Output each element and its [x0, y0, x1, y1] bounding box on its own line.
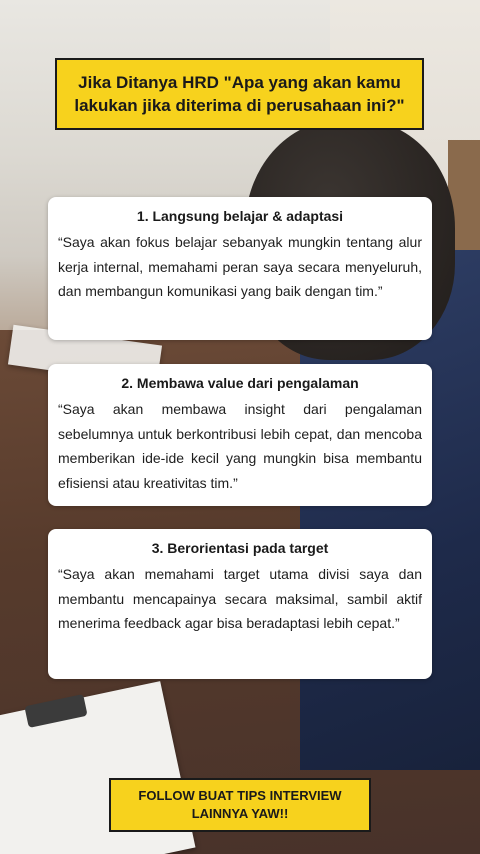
tip-body: “Saya akan memahami target utama divisi saya dan membantu mencapainya secara maksimal, sambil aktif menerima feedback agar bisa beradaptasi lebih cepat.”	[58, 566, 422, 631]
follow-cta-banner	[109, 778, 371, 832]
tip-card	[48, 364, 432, 506]
tip-body: “Saya akan membawa insight dari pengalaman sebelumnya untuk berkontribusi lebih cepat, dan mencoba memberikan ide-ide kecil yang mungkin bisa membantu efisiensi atau kreativitas tim.”	[58, 401, 422, 491]
title-banner	[55, 58, 424, 130]
cta-line-1: FOLLOW BUAT TIPS INTERVIEW	[138, 788, 342, 803]
tip-card	[48, 197, 432, 340]
tip-heading: 1. Langsung belajar & adaptasi	[136, 208, 344, 224]
title-line-1: Jika Ditanya HRD "Apa yang akan kamu	[78, 73, 401, 92]
tip-body: “Saya akan fokus belajar sebanyak mungkin tentang alur kerja internal, memahami peran saya secara menyeluruh, dan membangun komunikasi yang baik dengan tim.”	[58, 234, 422, 299]
cta-line-2: LAINNYA YAW!!	[191, 806, 289, 821]
tip-heading: 2. Membawa value dari pengalaman	[121, 375, 359, 391]
cta-text	[138, 787, 341, 823]
title-line-2: lakukan jika diterima di perusahaan ini?"	[74, 96, 405, 115]
page-title	[74, 71, 404, 117]
tip-card	[48, 529, 432, 679]
tip-heading: 3. Berorientasi pada target	[151, 540, 329, 556]
